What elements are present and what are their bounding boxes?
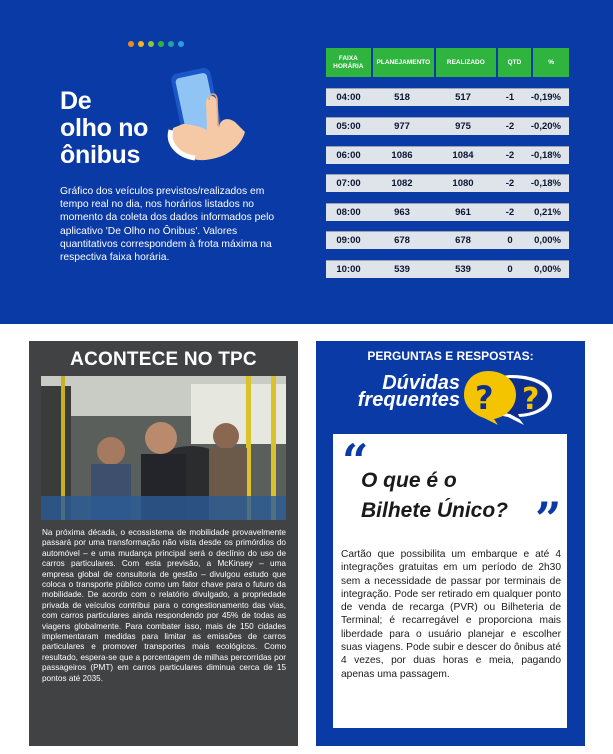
cell-percent: -0,18%: [530, 150, 561, 161]
dot-orange: [128, 41, 134, 47]
cell-realized: 1084: [452, 150, 474, 161]
cell-time: 06:00: [336, 150, 361, 161]
news-body: Na próxima década, o ecossistema de mobilidade provavelmente passará por uma transformação não vista desde os primórdios do automóvel – e uma mudança principal será o declínio do uso de carros particulares. Com esta previsão, a McKinsey – uma empresa global de consultoria de gestão – divulgou estudo que coloca o transporte público como um fator chave para o futuro da mobilidade. De acordo com o relatório divulgado, a propriedade privada de veículos contribui para o congestionamento das vias, com carros particulares ainda respondendo por 45% de todas as viagens globalmente. Para combater isso, mais de 150 cidades implementaram medidas para limitar as emissões de carros particulares e promover transportes mais ecológicos. Como resultado, espera-se que a porcentagem de milhas percorridas por passageiros (PMT) em carros particulares diminua cerca de 15 pontos até 2035.: [42, 528, 286, 683]
cell-qty: 0: [507, 235, 513, 246]
cell-percent: 0,21%: [534, 207, 561, 218]
cell-planned: 963: [394, 207, 410, 218]
close-quote-icon: ”: [535, 492, 562, 546]
faq-card: [333, 434, 567, 728]
cell-time: 04:00: [336, 92, 361, 103]
svg-text:?: ?: [475, 379, 494, 417]
cell-qty: 0: [507, 264, 513, 275]
question-bubbles-icon: [464, 369, 560, 425]
cell-planned: 977: [394, 121, 410, 132]
cell-percent: -0,19%: [530, 92, 561, 103]
header-percent: %: [533, 48, 569, 77]
cell-time: 08:00: [336, 207, 361, 218]
cell-time: 09:00: [336, 235, 361, 246]
table-row: [326, 146, 569, 164]
faq-heading-line-2: frequentes: [357, 389, 460, 411]
bus-fleet-panel: [0, 0, 613, 324]
cell-qty: -2: [505, 207, 515, 218]
header-realized: REALIZADO: [436, 48, 496, 77]
cell-qty: -2: [505, 178, 515, 189]
dot-green: [158, 41, 164, 47]
faq-heading: [340, 372, 460, 411]
cell-realized: 975: [455, 121, 471, 132]
table-row: [326, 88, 569, 106]
header-qty: QTD: [498, 48, 532, 77]
title-line-2: olho no: [60, 114, 149, 142]
faq-panel: [316, 341, 585, 746]
cell-planned: 1082: [391, 178, 413, 189]
open-quote-icon: “: [342, 434, 369, 488]
table-row: [326, 260, 569, 278]
cell-percent: 0,00%: [534, 264, 561, 275]
fleet-table: [326, 48, 569, 275]
cell-realized: 678: [455, 235, 471, 246]
table-row: [326, 203, 569, 221]
dot-lightgreen: [148, 41, 154, 47]
cell-percent: -0,18%: [530, 178, 561, 189]
cell-time: 05:00: [336, 121, 361, 132]
news-panel: [29, 341, 298, 746]
cell-planned: 678: [394, 235, 410, 246]
news-title: ACONTECE NO TPC: [70, 349, 257, 370]
faq-question-line-2: Bilhete Único?: [361, 499, 509, 522]
cell-planned: 518: [394, 92, 410, 103]
table-row: [326, 117, 569, 135]
dot-teal: [168, 41, 174, 47]
cell-realized: 1080: [452, 178, 474, 189]
phone-hand-icon: [165, 66, 265, 166]
cell-qty: -2: [505, 121, 515, 132]
title-line-1: De: [60, 87, 92, 115]
dot-blue: [178, 41, 184, 47]
faq-question: [361, 466, 508, 526]
title-line-3: ônibus: [60, 141, 141, 169]
cell-realized: 517: [455, 92, 471, 103]
cell-realized: 539: [455, 264, 471, 275]
cell-realized: 961: [455, 207, 471, 218]
table-row: [326, 231, 569, 249]
cell-time: 07:00: [336, 178, 361, 189]
cell-percent: 0,00%: [534, 235, 561, 246]
cell-planned: 539: [394, 264, 410, 275]
header-planned: PLANEJAMENTO: [373, 48, 434, 77]
cell-qty: -1: [505, 92, 515, 103]
faq-answer: Cartão que possibilita um embarque e até 4 integrações gratuitas em um período de 2h30 sem a necessidade de passar por terminais de integração. Pode ser retirado em qualquer ponto de venda de recarga (PVR) ou Bilheteria de Terminal; é recarregável e proporciona mais liberdade para o usuário planejar e escolher suas viagens. Pode subir e descer do ônibus até 4 vezes, por duas horas e meia, pagando apenas uma passagem.: [341, 549, 561, 680]
table-row: [326, 174, 569, 192]
faq-question-line-1: O que é o: [361, 469, 457, 492]
table-header: [326, 48, 569, 77]
cell-time: 10:00: [336, 264, 361, 275]
header-time-range: FAIXA HORÁRIA: [326, 48, 371, 77]
cell-percent: -0,20%: [530, 121, 561, 132]
cell-planned: 1086: [391, 150, 413, 161]
faq-heading-line-1: Dúvidas: [382, 372, 460, 394]
page-title: [60, 88, 148, 169]
chart-description: Gráfico dos veículos previstos/realizados em tempo real no dia, nos horários listados no momento da coleta dos dados informados pelo aplicativo 'De Olho no Ônibus'. Valores quantitativos correspondem à frota máxima na respectiva faixa horária.: [60, 186, 275, 264]
dot-yellow: [138, 41, 144, 47]
bus-passengers-photo: [41, 376, 286, 520]
svg-text:?: ?: [522, 382, 540, 417]
color-dots: [128, 41, 184, 47]
faq-kicker: PERGUNTAS E RESPOSTAS:: [367, 349, 534, 363]
cell-qty: -2: [505, 150, 515, 161]
